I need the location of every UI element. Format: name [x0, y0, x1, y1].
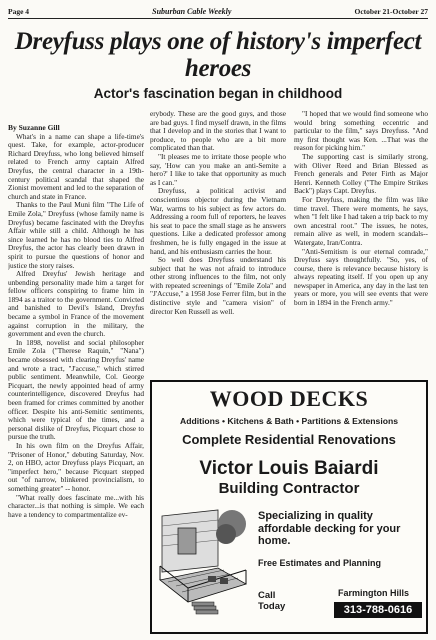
ad-tagline: Specializing in quality affordable decking for your home.	[258, 510, 401, 547]
ad-services: Additions • Kitchens & Bath • Partitions & Extensions	[179, 416, 399, 426]
paragraph: For Dreyfuss, making the film was like time travel. There were moments, he says, when "I felt like I had taken a trip back to my own ancestral root." The issues, he notes, remain alive as well, in modern scandals--Watergate, Iran/Contra.	[294, 194, 428, 247]
article-column-3	[294, 110, 428, 376]
paragraph: "What really does fascinate me...with his character...is that nothing is simple. We each have a tendency to compartmentalize ev-	[8, 492, 144, 519]
article-column-1	[8, 124, 144, 636]
paragraph: Alfred Dreyfus' Jewish heritage and unbending personality made him a target for fellow officers conspiring to frame him in 1894 as a traitor to the government. Convicted and banished to Devil's Island, Dreyfus became a symbol in France of the movement against corruption in the military, the government and even the church.	[8, 269, 144, 339]
paragraph: The supporting cast is similarly strong, with Oliver Reed and Brian Blessed as French generals and Peter Firth as Major Henri. Kenneth Colley ("The Empire Strikes Back") plays Capt. Dreyfus.	[294, 151, 428, 196]
article-column-2	[150, 110, 286, 376]
paragraph: What's in a name can shape a life-time's quest. Take, for example, actor-producer Richard Dreyfuss, who long believed himself related to French army captain Alfred Dreyfus, the central character in a 19th-century political scandal that shaped the Zionist movement and led to the separation of church and state in France.	[8, 131, 144, 201]
ad-contractor-role: Building Contractor	[218, 480, 360, 497]
paragraph: Thanks to the Paul Muni film "The Life of Emile Zola," Dreyfuss (whose family name is Dreyfus) became fascinated with the Dreyfus Affair while still a child. Although he has since learned he has no blood ties to Alfred Dreyfus, the actor has clearly been drawn in spirit to pursue the questions of honor and justice the story raises.	[8, 200, 144, 270]
publication-name: Suburban Cable Weekly	[152, 6, 232, 16]
ad-free-estimates: Free Estimates and Planning	[258, 558, 382, 568]
paragraph: erybody. These are the good guys, and those are bad guys. I find myself drawn, in the films that I develop and in the stories that I want to produce, to people who are a bit more complicated than that.	[150, 110, 286, 153]
paragraph: In 1898, novelist and social philosopher Emile Zola ("Therese Raquin," "Nana") became obsessed with clearing Dreyfus' name and wrote a tract, "J'accuse," which stirred public sentiment. Meanwhile, Col. George Picquart, the newly appointed head of army counterintelligence, discovered Dreyfus had been framed for crimes committed by another officer. Despite his anti-Semitic sentiments, which were typical of the times, and a personal dislike of Dreyfus, Picquart chose to pursue the truth.	[8, 337, 144, 442]
ad-call-today: Call Today	[258, 590, 286, 612]
ad-renovations: Complete Residential Renovations	[182, 432, 396, 447]
ad-phone-number: 313-788-0616	[334, 602, 422, 618]
subhead: Actor's fascination began in childhood	[93, 86, 343, 101]
byline: By Suzanne Gill	[8, 124, 60, 132]
paragraph: So well does Dreyfuss understand his subject that he was not afraid to introduce other strong influences to the film, not only with repeated screenings of "Emile Zola" and "J'Accuse," a 1958 Jose Ferrer film, but in the distinctive style and "camera vision" of director Ken Russell as well.	[150, 255, 286, 316]
ad-title: WOOD DECKS	[209, 386, 369, 411]
ad-contractor-name: Victor Louis Baiardi	[199, 458, 379, 479]
masthead	[8, 4, 428, 19]
issue-dates: October 21-October 27	[354, 6, 428, 16]
paragraph: "Anti-Semitism is our eternal comrade," Dreyfuss says thoughtfully. "So, yes, of course, there is relevance because history is always repeating itself. If you open up any newspaper in America, any day in the last ten years or more, you will see events that were born in 1894 in the French army."	[294, 246, 428, 308]
page-number: Page 4	[8, 6, 30, 16]
wood-decks-advertisement	[150, 380, 428, 634]
deck-illustration	[158, 506, 248, 618]
headline: Dreyfuss plays one of history's imperfect heroes	[14, 28, 422, 82]
paragraph: In his own film on the Dreyfus Affair, "Prisoner of Honor," debuting Saturday, Nov. 2, on HBO, actor Dreyfuss plays Picquart, an "imperfect hero," because Picquart stepped out "of narrow, blinkered provincialism, to something greater" -- honor.	[8, 440, 144, 493]
paragraph: Dreyfuss, a political activist and conscientious objector during the Vietnam War, warms to his subject as few actors do. Addressing a room full of reporters, he leaves his seat to pace the small stage as he answers questions. Like a dedicated professor among freshmen, he is fully engaged in the issue at hand, and his enthusiasm carries the hour.	[150, 186, 286, 256]
ad-city: Farmington Hills	[338, 588, 410, 598]
paragraph: "I hoped that we would find someone who would bring something eccentric and particular to the film," says Dreyfuss. "And my first thought was Ken. ...That was the reason for picking him."	[294, 110, 428, 153]
paragraph: "It pleases me to irritate those people who say, 'How can you make an anti-Semite a hero?' I like to take that opportunity as much as I can."	[150, 151, 286, 187]
